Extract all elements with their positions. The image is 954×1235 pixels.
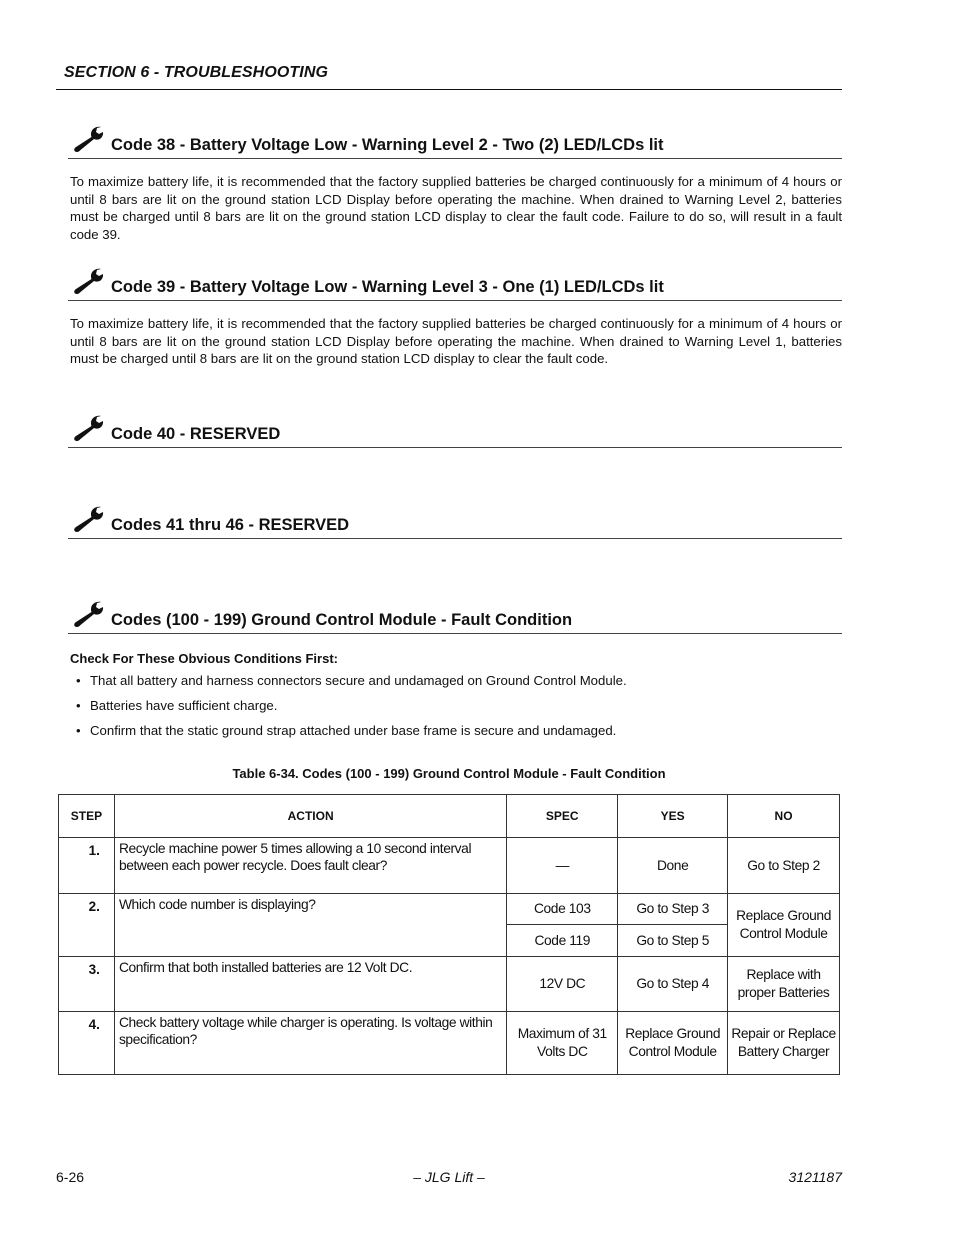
action-cell: Check battery voltage while charger is operating. Is voltage within specification?	[114, 1012, 506, 1075]
step-cell: 3.	[59, 957, 115, 1012]
table-row	[59, 894, 840, 925]
section-header: SECTION 6 - TROUBLESHOOTING	[64, 64, 329, 81]
header-no: NO	[728, 795, 840, 838]
step-cell: 2.	[59, 894, 115, 957]
action-cell: Which code number is displaying?	[114, 894, 506, 957]
heading-codes-41-46	[68, 505, 842, 539]
wrench-icon	[70, 414, 104, 442]
list-item	[76, 672, 627, 697]
header-yes: YES	[618, 795, 728, 838]
wrench-icon	[70, 600, 104, 628]
spec-cell: Maximum of 31 Volts DC	[507, 1012, 618, 1075]
heading-code-39	[68, 267, 842, 301]
heading-title: Code 40 - RESERVED	[111, 425, 281, 443]
heading-title: Code 39 - Battery Voltage Low - Warning Level 3 - One (1) LED/LCDs lit	[111, 278, 664, 296]
document-number: 3121187	[788, 1169, 842, 1185]
header-spec: SPEC	[507, 795, 618, 838]
checks-list	[76, 672, 627, 747]
step-cell: 1.	[59, 838, 115, 894]
heading-title: Codes (100 - 199) Ground Control Module - Fault Condition	[111, 611, 573, 629]
wrench-icon	[70, 505, 104, 533]
page-number: 6-26	[56, 1169, 85, 1185]
heading-title: Codes 41 thru 46 - RESERVED	[111, 516, 350, 534]
no-cell: Repair or Replace Battery Charger	[728, 1012, 840, 1075]
list-item	[76, 697, 627, 722]
table-header-row	[59, 795, 840, 838]
bullet-icon: •	[76, 698, 81, 713]
spec-cell: Code 103	[507, 894, 618, 925]
table-caption: Table 6-34. Codes (100 - 199) Ground Control Module - Fault Condition	[232, 766, 666, 781]
wrench-icon	[70, 267, 104, 295]
no-cell: Replace with proper Batteries	[728, 957, 840, 1012]
header-rule	[56, 89, 842, 90]
yes-cell: Go to Step 5	[618, 925, 728, 957]
no-cell: Replace Ground Control Module	[728, 894, 840, 957]
fault-table	[58, 794, 840, 1075]
action-cell: Confirm that both installed batteries are 12 Volt DC.	[114, 957, 506, 1012]
paragraph-code-38: To maximize battery life, it is recommended that the factory supplied batteries be charged continuously for a minimum of 4 hours or until 8 bars are lit on the ground station LCD Display before operating the machine. When drained to Warning Level 2, batteries must be charged until 8 bars are lit on the ground station LCD display to clear the fault code. Failure to do so, will result in a fault code 39.	[70, 174, 842, 242]
table-row	[59, 1012, 840, 1075]
header-step: STEP	[59, 795, 115, 838]
spec-cell: Code 119	[507, 925, 618, 957]
wrench-icon	[70, 125, 104, 153]
table-row	[59, 838, 840, 894]
heading-codes-100-199	[68, 600, 842, 634]
no-cell: Go to Step 2	[728, 838, 840, 894]
footer-brand: – JLG Lift –	[413, 1169, 485, 1185]
step-cell: 4.	[59, 1012, 115, 1075]
bullet-icon: •	[76, 723, 81, 738]
yes-cell: Replace Ground Control Module	[618, 1012, 728, 1075]
list-item-text: Confirm that the static ground strap attached under base frame is secure and undamaged.	[90, 723, 617, 738]
heading-code-38	[68, 125, 842, 159]
paragraph-code-39: To maximize battery life, it is recommended that the factory supplied batteries be charged continuously for a minimum of 4 hours or until 8 bars are lit on the ground station LCD Display before operating the machine. When drained to Warning Level 1, batteries must be charged until 8 bars are lit on the ground station LCD display to clear the fault code.	[70, 316, 842, 366]
header-action: ACTION	[114, 795, 506, 838]
checks-title: Check For These Obvious Conditions First:	[70, 651, 338, 666]
list-item-text: That all battery and harness connectors secure and undamaged on Ground Control Module.	[90, 673, 627, 688]
heading-code-40	[68, 414, 842, 448]
spec-cell: 12V DC	[507, 957, 618, 1012]
action-cell: Recycle machine power 5 times allowing a 10 second interval between each power recycle. Does fault clear?	[114, 838, 506, 894]
spec-cell: —	[507, 838, 618, 894]
bullet-icon: •	[76, 673, 81, 688]
yes-cell: Done	[618, 838, 728, 894]
table-row	[59, 957, 840, 1012]
yes-cell: Go to Step 3	[618, 894, 728, 925]
list-item	[76, 722, 627, 747]
heading-title: Code 38 - Battery Voltage Low - Warning Level 2 - Two (2) LED/LCDs lit	[111, 136, 664, 154]
list-item-text: Batteries have sufficient charge.	[90, 698, 278, 713]
yes-cell: Go to Step 4	[618, 957, 728, 1012]
